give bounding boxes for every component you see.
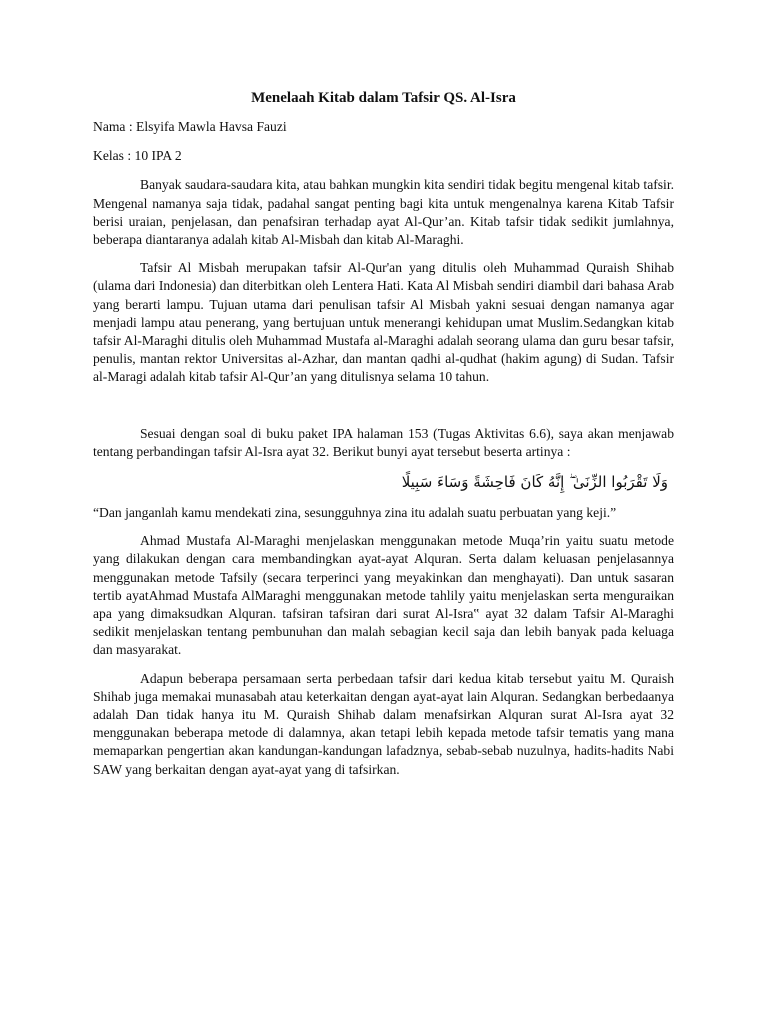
document-title: Menelaah Kitab dalam Tafsir QS. Al-Isra <box>251 90 516 106</box>
paragraph-comparison: Adapun beberapa persamaan serta perbedaan tafsir dari kedua kitab tersebut yaitu M. Quraish Shihab juga memakai munasabah atau keterkaitan dengan ayat-ayat lain Alquran. Sedangkan berbedaanya adalah Dan tidak hanya itu M. Quraish Shihab dalam menafsirkan Alquran surat Al-Isra ayat 32 menggunakan beberapa metode di dalamnya, akan tetapi lebih kepada metode tafsir tematis yang mana memaparkan pengertian akan kandungan-kandungan lafadznya, sebab-sebab nuzulnya, hadits-hadits Nabi SAW yang berkaitan dengan ayat-ayat yang di tafsirkan. <box>93 670 674 777</box>
student-name-line: Nama : Elsyifa Mawla Havsa Fauzi <box>93 119 287 134</box>
paragraph-tafsir-description: Tafsir Al Misbah merupakan tafsir Al-Qur'an yang ditulis oleh Muhammad Quraish Shihab (ulama dari Indonesia) dan diterbitkan oleh Lentera Hati. Kata Al Misbah sendiri diambil dari bahasa Arab yang berarti lampu. Tujuan utama dari penulisan tafsir Al Misbah yakni sesuai dengan namanya agar menjadi lampu atau penerang, yang bertujuan untuk menerangi kehidupan umat Muslim.Sedangkan kitab tafsir Al-Maraghi ditulis oleh Muhammad Mustafa al-Maraghi adalah seorang ulama dan guru besar tafsir, penulis, mantan rektor Universitas al-Azhar, dan mantan qadhi al-qudhat (hakim agung) di Sudan. Tafsir al-Maragi adalah kitab tafsir Al-Qur’an yang ditulisnya selama 10 tahun. <box>93 260 674 385</box>
paragraph-al-maraghi-method: Ahmad Mustafa Al-Maraghi menjelaskan menggunakan metode Muqa’rin yaitu suatu metode yang dilakukan dengan cara membandingkan ayat-ayat Alquran. Serta dalam keluasan penjelasannya menggunakan metode Tafsily (secara terperinci yang meyakinkan dan menghayati). Dan untuk sasaran tertib ayatAhmad Mustafa AlMaraghi menggunakan metode tahlily yaitu menjelaskan serta menguraikan apa yang dimaksudkan Alquran. tafsiran tafsiran dari surat Al-Isra‟ ayat 32 dalam Tafsir Al-Maraghi sedikit menjelaskan tentang pembunuhan dan malah sebagian kecil saja dan lebih banyak pada keluaga dan masyarakat. <box>93 533 674 658</box>
arabic-verse: وَلَا تَقْرَبُوا الزِّنَىٰ ۖ إِنَّهُ كَانَ فَاحِشَةً وَسَاءَ سَبِيلًا <box>401 473 668 492</box>
student-class-line: Kelas : 10 IPA 2 <box>93 148 182 164</box>
blank-gap <box>93 397 674 425</box>
document-body <box>93 89 674 789</box>
paragraph-question-context: Sesuai dengan soal di buku paket IPA halaman 153 (Tugas Aktivitas 6.6), saya akan menjawab tentang perbandingan tafsir Al-Isra ayat 32. Berikut bunyi ayat tersebut beserta artinya : <box>93 425 674 459</box>
paragraph-intro: Banyak saudara-saudara kita, atau bahkan mungkin kita sendiri tidak begitu mengenal kitab tafsir. Mengenal namanya saja tidak, padahal sangat penting bagi kita untuk mengenalnya karena Kitab Tafsir berisi uraian, penjelasan, dan penafsiran terhadap ayat Al-Qur’an. Kitab tafsir tidak sedikit jumlahnya, beberapa diantaranya adalah kitab Al-Misbah dan kitab Al-Maraghi. <box>93 177 674 248</box>
verse-translation: “Dan janganlah kamu mendekati zina, sesungguhnya zina itu adalah suatu perbuatan yang keji.” <box>93 505 617 521</box>
